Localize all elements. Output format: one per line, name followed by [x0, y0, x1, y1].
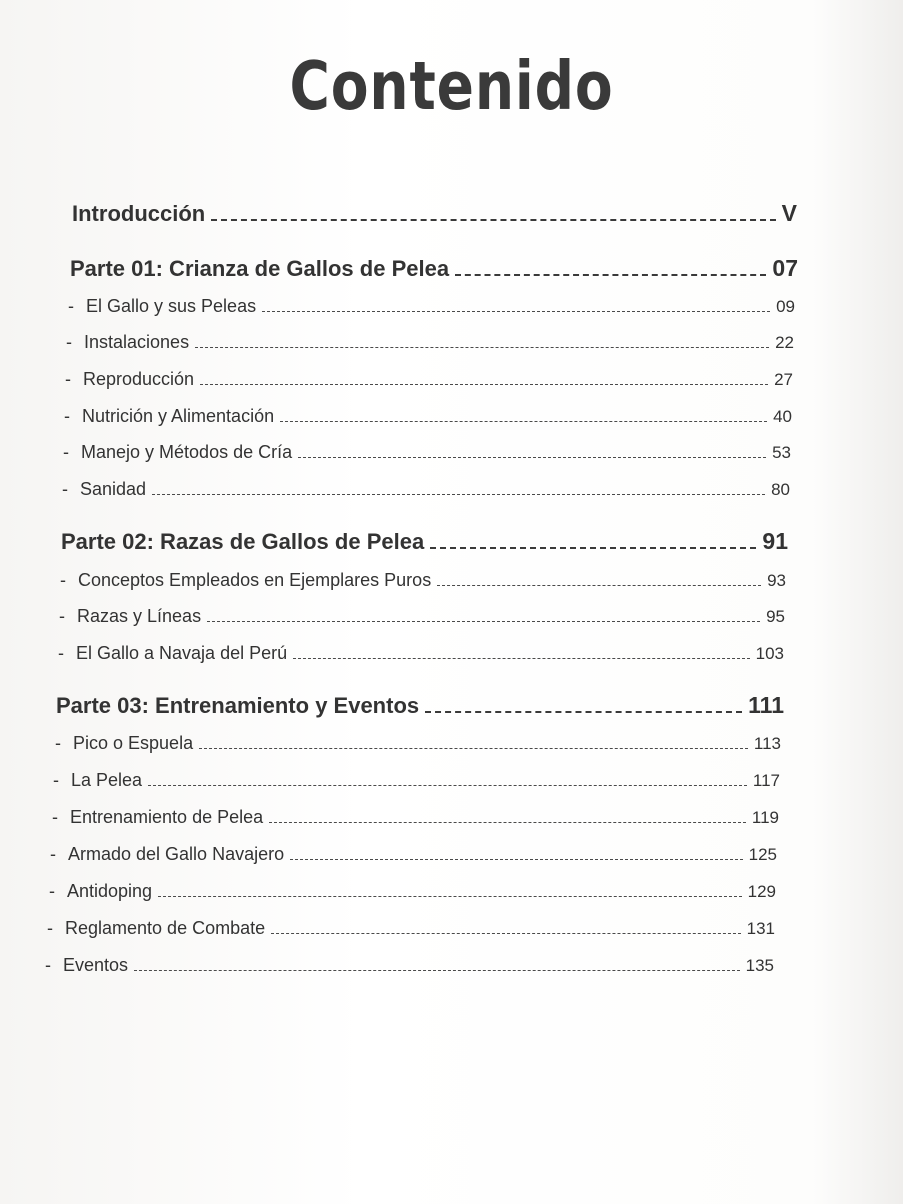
dot-leader [148, 785, 747, 786]
toc-page-number: 09 [776, 297, 795, 316]
list-bullet: - [49, 881, 55, 901]
toc-page-number: 22 [775, 333, 794, 352]
list-bullet: - [58, 643, 64, 663]
toc-entry-label: Sanidad [80, 479, 147, 499]
toc-subentry [52, 807, 779, 828]
list-bullet: - [59, 606, 65, 626]
toc-page-number: 135 [745, 956, 774, 975]
list-bullet: - [45, 955, 51, 975]
dot-leader [298, 457, 766, 458]
toc-subentry [49, 881, 776, 902]
toc-page-number: 129 [747, 882, 776, 901]
dot-leader [199, 748, 748, 749]
toc-entry-parte-02 [61, 528, 788, 555]
toc-entry-label: Instalaciones [84, 332, 190, 352]
toc-entry-label: Razas y Líneas [77, 606, 202, 626]
list-bullet: - [62, 479, 68, 499]
toc-page-number: 113 [753, 734, 781, 753]
dot-leader [262, 311, 770, 312]
list-bullet: - [64, 406, 70, 426]
toc-page-number: 53 [772, 443, 791, 462]
toc-entry-label: Introducción [72, 201, 206, 226]
toc-subentry [58, 643, 784, 664]
toc-entry-label: Reglamento de Combate [65, 918, 266, 938]
toc-page-number: 93 [767, 571, 786, 590]
dot-leader [430, 547, 756, 549]
dot-leader [211, 219, 775, 221]
toc-entry-label: Manejo y Métodos de Cría [81, 442, 293, 462]
toc-page-number: 27 [774, 370, 793, 389]
dot-leader [207, 621, 760, 622]
list-bullet: - [50, 844, 56, 864]
list-bullet: - [47, 918, 53, 938]
toc-subentry [65, 369, 793, 390]
toc-entry-label: Pico o Espuela [73, 733, 194, 753]
toc-page-number: 111 [748, 692, 784, 718]
list-bullet: - [53, 770, 59, 790]
toc-entry-label: Reproducción [83, 369, 195, 389]
dot-leader [271, 933, 741, 934]
dot-leader [280, 421, 767, 422]
toc-subentry [68, 296, 795, 317]
list-bullet: - [55, 733, 61, 753]
toc-subentry [60, 570, 786, 591]
list-bullet: - [60, 570, 66, 590]
dot-leader [293, 658, 750, 659]
toc-entry-parte-03 [56, 692, 784, 719]
toc-entry-label: Entrenamiento de Pelea [70, 807, 264, 827]
dot-leader [152, 494, 765, 495]
toc-subentry [47, 918, 775, 939]
dot-leader [134, 970, 740, 971]
toc-subentry [45, 955, 774, 976]
dot-leader [158, 896, 742, 897]
toc-page-number: 125 [748, 845, 777, 864]
dot-leader [425, 711, 742, 713]
toc-subentry [59, 606, 785, 627]
toc-entry-label: Conceptos Empleados en Ejemplares Puros [78, 570, 432, 590]
list-bullet: - [68, 296, 74, 316]
page-title: Contenido [289, 48, 614, 126]
dot-leader [437, 585, 761, 586]
toc-page-number: V [781, 200, 797, 226]
toc-page-number: 95 [766, 607, 785, 626]
toc-entry-label: Parte 02: Razas de Gallos de Pelea [61, 529, 425, 554]
toc-subentry [50, 844, 777, 865]
toc-page-number: 40 [773, 407, 792, 426]
dot-leader [195, 347, 769, 348]
toc-page-number: 117 [752, 771, 780, 790]
toc-page-number: 07 [772, 255, 798, 281]
toc-subentry [66, 332, 794, 353]
list-bullet: - [65, 369, 71, 389]
dot-leader [200, 384, 768, 385]
toc-page-number: 131 [746, 919, 775, 938]
list-bullet: - [66, 332, 72, 352]
toc-subentry [53, 770, 780, 791]
toc-subentry [55, 733, 781, 754]
toc-entry-label: Armado del Gallo Navajero [68, 844, 285, 864]
toc-entry-label: La Pelea [71, 770, 143, 790]
toc-page-number: 119 [751, 808, 779, 827]
toc-entry-label: Parte 03: Entrenamiento y Eventos [56, 693, 420, 718]
toc-entry-introduccion [72, 200, 797, 227]
dot-leader [455, 274, 766, 276]
dot-leader [269, 822, 746, 823]
toc-entry-label: Nutrición y Alimentación [82, 406, 275, 426]
toc-entry-label: El Gallo y sus Peleas [86, 296, 257, 316]
toc-entry-label: El Gallo a Navaja del Perú [76, 643, 288, 663]
list-bullet: - [52, 807, 58, 827]
toc-page-number: 91 [762, 528, 788, 554]
toc-entry-parte-01 [70, 255, 798, 282]
list-bullet: - [63, 442, 69, 462]
toc-subentry [63, 442, 791, 463]
toc-subentry [64, 406, 792, 427]
toc-entry-label: Eventos [63, 955, 129, 975]
dot-leader [290, 859, 743, 860]
toc-entry-label: Antidoping [67, 881, 153, 901]
toc-page-number: 80 [771, 480, 790, 499]
toc-entry-label: Parte 01: Crianza de Gallos de Pelea [70, 256, 450, 281]
toc-page-number: 103 [755, 644, 784, 663]
toc-subentry [62, 479, 790, 500]
